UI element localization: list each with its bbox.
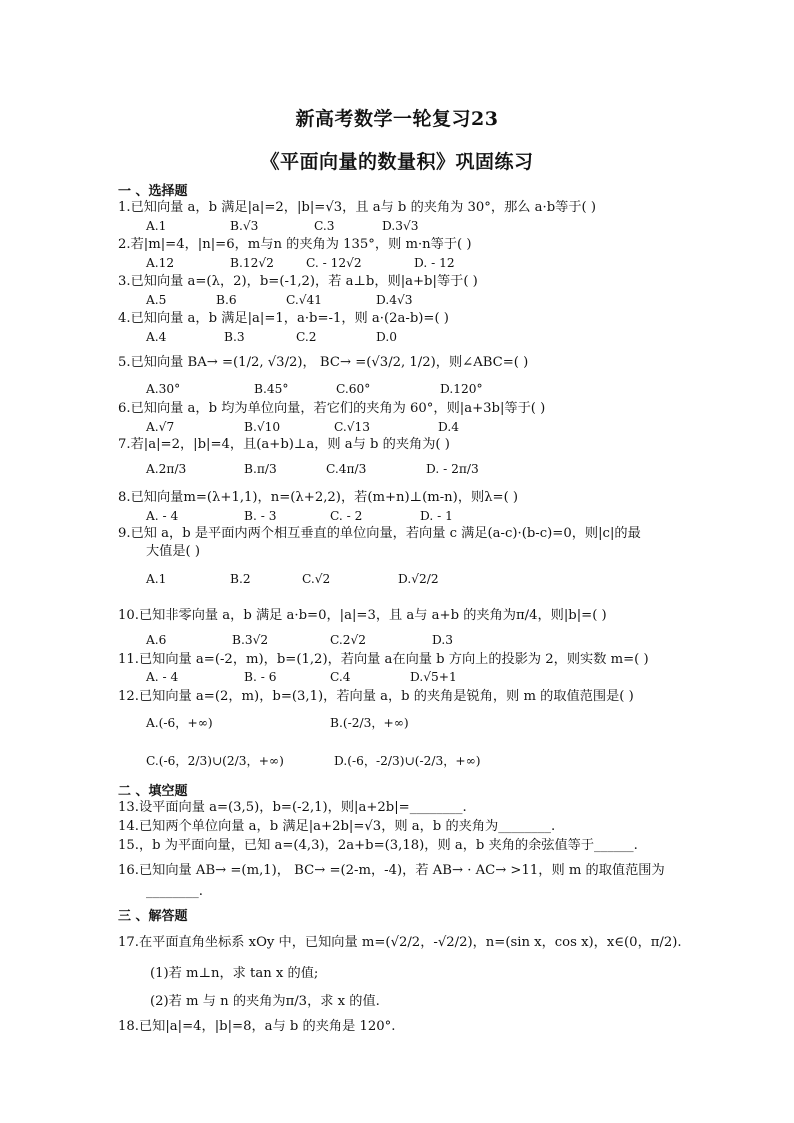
- option-d: D.√2/2: [398, 572, 439, 586]
- option-c: C. - 12√2: [306, 256, 362, 270]
- option-a: A.5: [146, 293, 167, 307]
- section-fill: 二 、填空题: [118, 784, 188, 799]
- option-d: D. - 2π/3: [426, 462, 479, 476]
- option-d: D.(-6，-2/3)∪(-2/3，+∞): [334, 754, 481, 768]
- option-a: A. - 4: [146, 509, 179, 523]
- question-14: 14.已知两个单位向量 a，b 满足|a+2b|=√3，则 a，b 的夹角为________.: [118, 819, 556, 834]
- option-a: A.1: [146, 572, 167, 586]
- option-c: C.60°: [336, 382, 371, 396]
- option-b: B. - 6: [244, 670, 277, 684]
- question-16-cont: ________.: [146, 884, 203, 899]
- option-d: D.120°: [440, 382, 483, 396]
- option-d: D. - 12: [414, 256, 455, 270]
- option-a: A.12: [146, 256, 175, 270]
- option-c: C.√41: [286, 293, 323, 307]
- question-13: 13.设平面向量 a=(3,5)，b=(-2,1)，则|a+2b|=________.: [118, 800, 467, 815]
- option-a: A.6: [146, 633, 167, 647]
- question-7: 7.若|a|=2，|b|=4，且(a+b)⊥a，则 a与 b 的夹角为( ): [118, 437, 450, 452]
- question-18: 18.已知|a|=4，|b|=8，a与 b 的夹角是 120°.: [118, 1019, 396, 1034]
- option-d: D. - 1: [420, 509, 453, 523]
- section-answer: 三 、解答题: [118, 909, 188, 924]
- question-5: 5.已知向量 BA→ =(1/2, √3/2)， BC→ =(√3/2, 1/2)，则∠ABC=( ): [118, 355, 529, 370]
- option-d: D.4: [438, 420, 459, 434]
- option-a: A.4: [146, 330, 167, 344]
- option-a: A.30°: [146, 382, 181, 396]
- question-1: 1.已知向量 a，b 满足|a|=2，|b|=√3，且 a与 b 的夹角为 30°，那么 a·b等于( ): [118, 200, 596, 215]
- option-d: D.√5+1: [410, 670, 457, 684]
- option-b: B.π/3: [244, 462, 277, 476]
- option-b: B.3: [224, 330, 245, 344]
- question-6: 6.已知向量 a，b 均为单位向量，若它们的夹角为 60°，则|a+3b|等于( ): [118, 401, 546, 416]
- option-c: C. - 2: [330, 509, 363, 523]
- question-17: 17.在平面直角坐标系 xOy 中，已知向量 m=(√2/2，-√2/2)，n=(sin x，cos x)，x∈(0，π/2).: [118, 935, 682, 950]
- option-c: C.2√2: [330, 633, 367, 647]
- question-3: 3.已知向量 a=(λ，2)，b=(-1,2)，若 a⊥b，则|a+b|等于( ): [118, 274, 478, 289]
- option-b: B.2: [230, 572, 251, 586]
- question-8: 8.已知向量m=(λ+1,1)，n=(λ+2,2)，若(m+n)⊥(m-n)，则λ=( ): [118, 490, 519, 505]
- option-b: B.12√2: [230, 256, 274, 270]
- option-b: B. - 3: [244, 509, 277, 523]
- option-c: C.4: [330, 670, 351, 684]
- option-a: A.2π/3: [146, 462, 187, 476]
- option-c: C.4π/3: [326, 462, 367, 476]
- question-10: 10.已知非零向量 a，b 满足 a·b=0，|a|=3，且 a与 a+b 的夹角为π/4，则|b|=( ): [118, 608, 607, 623]
- option-c: C.√13: [334, 420, 371, 434]
- question-9: 9.已知 a，b 是平面内两个相互垂直的单位向量，若向量 c 满足(a-c)·(b-c)=0，则|c|的最: [118, 526, 641, 541]
- option-d: D.3: [432, 633, 453, 647]
- option-b: B.√10: [244, 420, 281, 434]
- section-choice: 一 、选择题: [118, 184, 188, 199]
- option-c: C.(-6，2/3)∪(2/3，+∞): [146, 754, 284, 768]
- option-c: C.√2: [302, 572, 331, 586]
- question-16: 16.已知向量 AB→ =(m,1)， BC→ =(2-m，-4)，若 AB→ · AC→ >11，则 m 的取值范围为: [118, 863, 665, 878]
- question-4: 4.已知向量 a，b 满足|a|=1，a·b=-1，则 a·(2a-b)=( ): [118, 311, 449, 326]
- question-11: 11.已知向量 a=(-2，m)，b=(1,2)，若向量 a在向量 b 方向上的投影为 2，则实数 m=( ): [118, 652, 649, 667]
- option-c: C.3: [314, 219, 335, 233]
- question-12: 12.已知向量 a=(2，m)，b=(3,1)，若向量 a，b 的夹角是锐角，则 m 的取值范围是( ): [118, 689, 634, 704]
- option-b: B.3√2: [232, 633, 269, 647]
- option-a: A.1: [146, 219, 167, 233]
- option-b: B.6: [216, 293, 237, 307]
- option-d: D.3√3: [382, 219, 419, 233]
- option-a: A. - 4: [146, 670, 179, 684]
- page-title: 新高考数学一轮复习23: [295, 108, 499, 130]
- option-b: B.45°: [254, 382, 289, 396]
- option-b: B.(-2/3，+∞): [330, 716, 409, 730]
- question-9-cont: 大值是( ): [146, 544, 201, 559]
- option-c: C.2: [296, 330, 317, 344]
- question-15: 15.，b 为平面向量，已知 a=(4,3)，2a+b=(3,18)，则 a，b 夹角的余弦值等于______.: [118, 838, 638, 853]
- question-17-part2: (2)若 m 与 n 的夹角为π/3，求 x 的值.: [150, 994, 380, 1009]
- option-d: D.4√3: [376, 293, 413, 307]
- page-subtitle: 《平面向量的数量积》巩固练习: [260, 151, 534, 173]
- option-a: A.(-6，+∞): [146, 716, 213, 730]
- option-d: D.0: [376, 330, 397, 344]
- question-17-part1: (1)若 m⊥n，求 tan x 的值;: [150, 966, 319, 981]
- option-a: A.√7: [146, 420, 175, 434]
- question-2: 2.若|m|=4，|n|=6，m与n 的夹角为 135°，则 m·n等于( ): [118, 237, 472, 252]
- option-b: B.√3: [230, 219, 259, 233]
